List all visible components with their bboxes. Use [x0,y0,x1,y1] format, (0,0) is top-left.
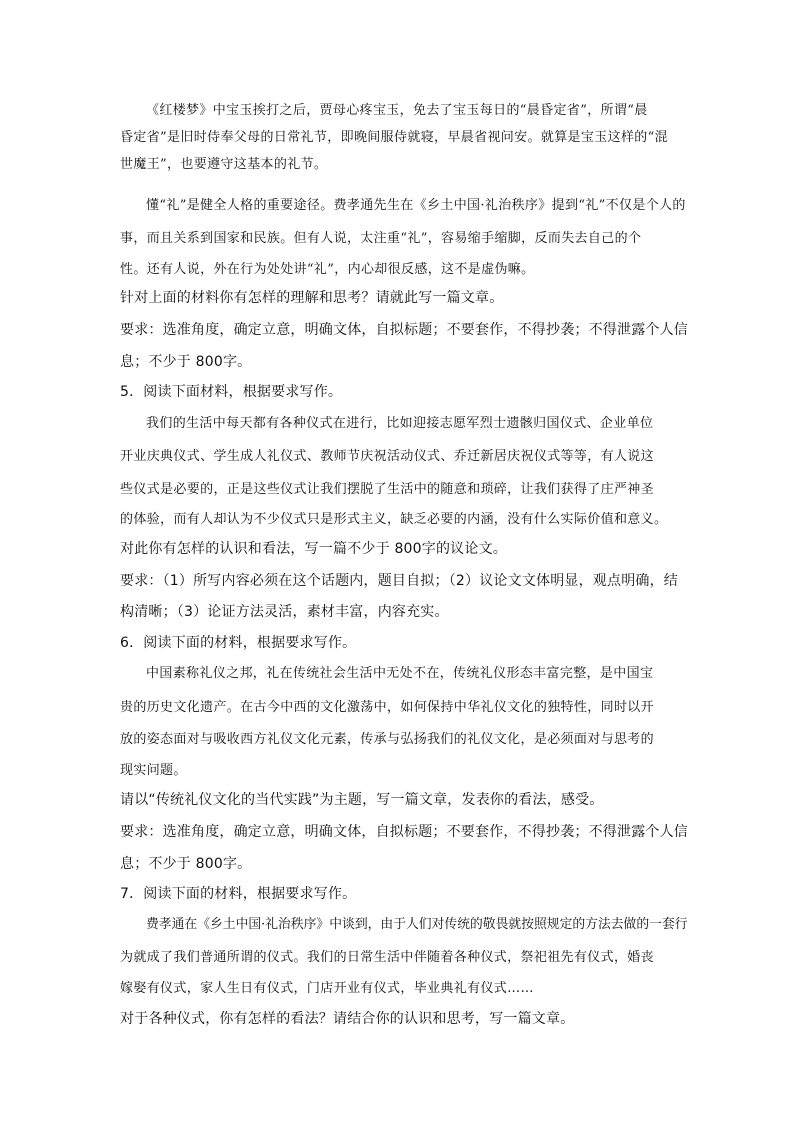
text-line: 嫁娶有仪式，家人生日有仪式，门店开业有仪式，毕业典礼有仪式…… [120,981,534,996]
text-line: 懂“礼”是健全人格的重要途径。费孝通先生在《乡土中国·礼治秩序》提到“礼”不仅是个人的 [146,198,686,213]
text-line: 要求：选准角度，确定立意，明确文体，自拟标题；不要套作，不得抄袭；不得泄露个人信 [120,322,688,338]
text-line: 世魔王”，也要遵守这基本的礼节。 [120,157,328,172]
question-prompt: 请以“传统礼仪文化的当代实践”为主题，写一篇文章，发表你的看法，感受。 [120,792,604,808]
question-heading-6: 6．阅读下面的材料，根据要求写作。 [120,635,357,651]
text-line: 要求：（1）所写内容必须在这个话题内，题目自拟；（2）议论文文体明显，观点明确，结 [120,573,679,589]
text-line: 开业庆典仪式、学生成人礼仪式、教师节庆祝活动仪式、乔迁新居庆祝仪式等等，有人说这 [120,449,655,464]
text-line: 息；不少于 800字。 [120,354,252,370]
text-line: 《红楼梦》中宝玉挨打之后，贾母心疼宝玉，免去了宝玉每日的“晨昏定省”，所谓“晨 [146,103,648,118]
question-prompt: 对于各种仪式，你有怎样的看法？请结合你的认识和思考，写一篇文章。 [120,1011,575,1027]
text-line: 性。还有人说，外在行为处处讲“礼”，内心却很反感，这不是虚伪嘛。 [120,262,535,277]
text-line: 我们的生活中每天都有各种仪式在进行，比如迎接志愿军烈士遗骸归国仪式、企业单位 [146,416,654,431]
question-prompt: 针对上面的材料你有怎样的理解和思考？请就此写一篇文章。 [120,290,504,306]
text-line: 的体验，而有人却认为不少仪式只是形式主义，缺乏必要的内涵，没有什么实际价值和意义。 [120,512,668,527]
question-prompt: 对此你有怎样的认识和看法，写一篇不少于 800字的议论文。 [120,541,507,557]
text-line: 事，而且关系到国家和民族。但有人说，太注重“礼”，容易缩手缩脚，反而失去自己的个 [120,231,642,246]
text-line: 些仪式是必要的，正是这些仪式让我们摆脱了生活中的随意和琐碎，让我们获得了庄严神圣 [120,482,655,497]
text-line: 中国素称礼仪之邦，礼在传统社会生活中无处不在，传统礼仪形态丰富完整，是中国宝 [146,666,654,681]
question-heading-7: 7．阅读下面的材料，根据要求写作。 [120,886,357,902]
text-line: 费孝通在《乡土中国·礼治秩序》中谈到，由于人们对传统的敬畏就按照规定的方法去做的一套行 [146,917,688,932]
text-line: 为就成了我们普通所谓的仪式。我们的日常生活中伴随着各种仪式，祭祀祖先有仪式，婚丧 [120,950,655,965]
text-line: 昏定省”是旧时侍奉父母的日常礼节，即晚间服侍就寝，早晨省视问安。就算是宝玉这样的“混 [120,130,668,145]
text-line: 要求：选准角度，确定立意，明确文体，自拟标题；不要套作，不得抄袭；不得泄露个人信 [120,824,688,840]
text-line: 构清晰；（3）论证方法灵活，素材丰富，内容充实。 [120,604,449,620]
text-line: 放的姿态面对与吸收西方礼仪文化元素，传承与弘扬我们的礼仪文化，是必须面对与思考的 [120,732,655,747]
text-line: 贵的历史文化遗产。在古今中西的文化激荡中，如何保持中华礼仪文化的独特性，同时以开 [120,700,655,715]
text-line: 现实问题。 [120,763,187,778]
text-line: 息；不少于 800字。 [120,856,252,872]
question-heading-5: 5．阅读下面材料，根据要求写作。 [120,384,343,400]
